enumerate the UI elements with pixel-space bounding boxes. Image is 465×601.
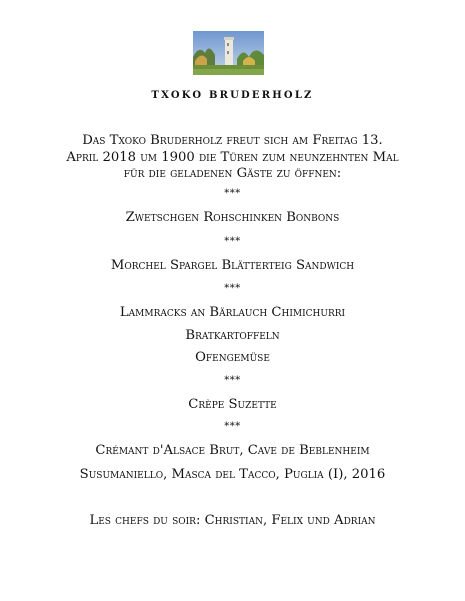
separator: *** [224,188,241,199]
intro-line-2: April 2018 um 1900 die Türen zum neunzehnten Mal [66,150,399,165]
course-main: Lammracks an Bärlauch Chimichurri [119,305,346,320]
tower-photo-image [193,31,264,75]
intro-line-1: Das Txoko Bruderholz freut sich am Freitag 13. [82,133,383,148]
restaurant-title: TXOKO BRUDERHOLZ [151,90,314,101]
wine-red: Susumaniello, Masca del Tacco, Puglia (I), 2016 [79,467,386,482]
separator: *** [224,421,241,432]
separator: *** [224,236,241,247]
chefs-line: Les chefs du soir: Christian, Felix und Adrian [89,513,376,528]
course-second: Morchel Spargel Blätterteig Sandwich [110,258,355,273]
separator: *** [224,375,241,386]
course-side-vegetables: Ofengemüse [195,350,270,365]
tower-photo [193,31,264,75]
intro-line-3: für die geladenen Gäste zu öffnen: [123,166,342,181]
separator: *** [224,283,241,294]
course-starter: Zwetschgen Rohschinken Bonbons [125,210,340,225]
course-side-potatoes: Bratkartoffeln [185,328,280,343]
wine-sparkling: Crémant d'Alsace Brut, Cave de Beblenheim [95,443,370,458]
course-dessert: Crèpe Suzette [188,397,277,412]
